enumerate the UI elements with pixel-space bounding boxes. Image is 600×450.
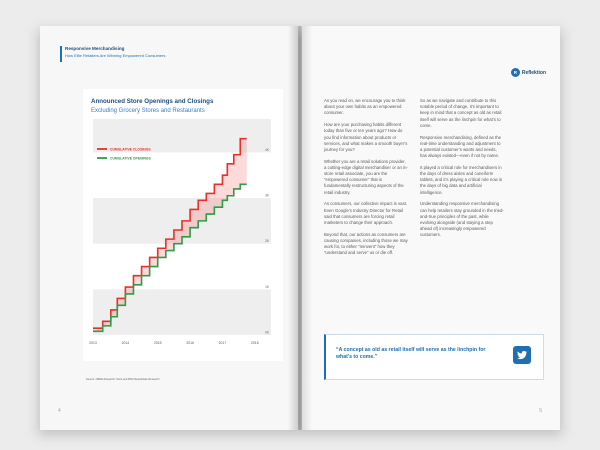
paragraph: As you read on, we encourage you to think about your own habits as an empowered consumer. xyxy=(324,98,406,116)
paragraph: Responsive merchandising, defined as the real-time understanding and adjustment to a potential customer’s wants and needs, has always existed—even if not by name. xyxy=(420,134,501,159)
pull-quote-box xyxy=(324,334,544,380)
tweet-button[interactable] xyxy=(513,346,531,364)
y-tick-label: 2K xyxy=(265,239,269,244)
page-number-left: 4 xyxy=(58,408,61,414)
paragraph: Beyond that, our actions as consumers are causing companies, including those we may work for, to either “reinvent” how they “understand and serve” us or die off. xyxy=(324,231,408,256)
x-tick-label: 2014 xyxy=(121,341,130,345)
book-spine-gutter xyxy=(288,26,312,430)
y-tick-label: 4K xyxy=(265,147,269,152)
paragraph: As consumers, our collective impact is vast. Even Google’s Industry Director for Retail said that consumers are forcing retail marketers to change their approach. xyxy=(324,201,408,225)
chart-title: Announced Store Openings and Closings xyxy=(91,98,214,105)
chart-panel xyxy=(83,89,283,361)
grid-band xyxy=(93,289,271,335)
header-title: Responsive Merchandising xyxy=(65,46,125,51)
x-tick-label: 2017 xyxy=(218,341,227,345)
page-number-right: 5 xyxy=(539,408,542,414)
left-page xyxy=(40,26,298,430)
paragraph: How are your purchasing habits different today than five or ten years ago? How do you find information about products or services, and what makes a smooth buyer’s journey for you? xyxy=(324,122,408,152)
pull-quote: “A concept as old as retail itself will serve as the linchpin for what’s to come.” xyxy=(336,347,486,361)
text-column-1 xyxy=(324,98,408,262)
legend-label: CUMULATIVE CLOSINGS xyxy=(110,147,151,152)
paragraph: Whether you are a retail solutions provider, a cutting-edge digital merchandiser or an in-store retail associate, you are the “empowered consumer” that is fundamentally restructuring aspects of the retail industry. xyxy=(324,158,408,195)
y-tick-label: 1K xyxy=(265,284,269,289)
y-tick-label: 0K xyxy=(265,330,269,335)
x-tick-label: 2013 xyxy=(89,341,97,345)
y-tick-label: 3K xyxy=(265,193,269,198)
x-tick-label: 2015 xyxy=(153,341,162,345)
x-tick-label: 2018 xyxy=(251,341,259,345)
brand-name: Reflektion xyxy=(521,69,546,76)
chart-subtitle: Excluding Grocery Stores and Restaurants xyxy=(91,108,205,114)
brand-icon: R xyxy=(511,68,520,77)
paragraph: It played a critical role for merchandisers in the days of dress aisles and cuneiform tablets, and it’s playing a critical role now in the days of big data and artificial intelligence. xyxy=(420,164,503,195)
twitter-bird-icon xyxy=(516,349,528,361)
header-accent-bar xyxy=(60,46,62,62)
right-page xyxy=(302,26,560,430)
header-subtitle: How Elite Retailers Are Winning Empowered Consumers xyxy=(65,53,166,58)
x-tick-label: 2016 xyxy=(186,341,194,345)
legend-label: CUMULATIVE OPENINGS xyxy=(110,156,151,161)
brand-logo xyxy=(511,68,546,77)
paragraph: So as we navigate and contribute to this notable period of change, it’s important to keep in mind that a concept as old as retail itself will serve as the linchpin for what’s to come. xyxy=(420,98,502,128)
paragraph: Understanding responsive merchandising can help retailers stay grounded in the tried-and-true principles of the past, while evolving alongside (and staying a step ahead of) increasingly empowered customers. xyxy=(420,201,504,238)
store-openings-closings-chart xyxy=(83,119,283,361)
text-column-2 xyxy=(420,98,504,244)
chart-source: Source: CBRE Research; Store and BNC Real Estate Research xyxy=(86,378,160,381)
